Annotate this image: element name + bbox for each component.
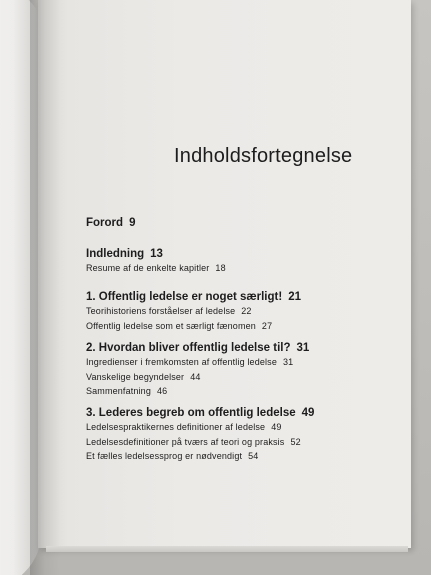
page-stack-edge	[46, 546, 408, 552]
section-title: Vanskelige begyndelser	[86, 371, 185, 382]
chapter-title: 1. Offentlig ledelse er noget særligt!	[86, 291, 283, 303]
section-title: Offentlig ledelse som et særligt fænomen	[86, 320, 256, 331]
toc-section	[86, 449, 314, 464]
chapter-title: 3. Lederes begreb om offentlig ledelse	[86, 407, 296, 419]
toc-block-chapter-2	[86, 341, 309, 399]
section-page-number: 54	[248, 451, 259, 461]
chapter-page-number: 21	[288, 291, 301, 303]
section-page-number: 18	[215, 263, 226, 273]
toc-section	[86, 384, 309, 399]
section-page-number: 27	[261, 320, 273, 331]
section-page-number: 46	[157, 386, 168, 396]
toc-chapter	[86, 247, 226, 261]
chapter-page-number: 31	[296, 342, 310, 354]
section-title: Resume af de enkelte kapitler	[86, 263, 210, 273]
section-page-number: 22	[241, 306, 252, 316]
section-title: Ledelsespraktikernes definitioner af ledelse	[86, 422, 266, 432]
section-title: Ledelsesdefinitioner på tværs af teori og praksis	[86, 436, 285, 447]
section-page-number: 52	[290, 436, 301, 447]
section-title: Teorihistoriens forståelser af ledelse	[86, 306, 236, 316]
section-title: Et fælles ledelsessprog er nødvendigt	[86, 451, 243, 461]
section-title: Sammenfatning	[86, 386, 151, 396]
page-title: Indholdsfortegnelse	[174, 145, 353, 167]
section-page-number: 44	[190, 371, 201, 382]
chapter-page-number: 9	[129, 217, 136, 229]
chapter-title: Indledning	[86, 248, 145, 260]
section-title: Ingredienser i fremkomsten af offentlig ledelse	[86, 357, 277, 367]
chapter-page-number: 49	[301, 407, 315, 419]
toc-chapter	[86, 290, 301, 304]
toc-section	[86, 370, 309, 385]
toc-block-chapter-3	[86, 406, 314, 464]
toc-section	[86, 435, 314, 450]
toc-block-foreword	[86, 216, 135, 230]
section-page-number: 31	[282, 357, 294, 367]
toc-block-chapter-1	[86, 290, 301, 333]
gutter-shadow	[30, 0, 60, 575]
chapter-page-number: 13	[150, 248, 163, 260]
toc-section	[86, 319, 301, 334]
toc-chapter	[86, 216, 135, 230]
toc-chapter	[86, 341, 309, 355]
toc-section	[86, 261, 226, 276]
toc-section	[86, 355, 309, 370]
section-page-number: 49	[271, 422, 282, 432]
toc-chapter	[86, 406, 314, 420]
toc-block-introduction	[86, 247, 226, 276]
toc-section	[86, 420, 314, 435]
chapter-title: 2. Hvordan bliver offentlig ledelse til?	[86, 342, 291, 354]
toc-section	[86, 304, 301, 319]
chapter-title: Forord	[86, 217, 124, 229]
